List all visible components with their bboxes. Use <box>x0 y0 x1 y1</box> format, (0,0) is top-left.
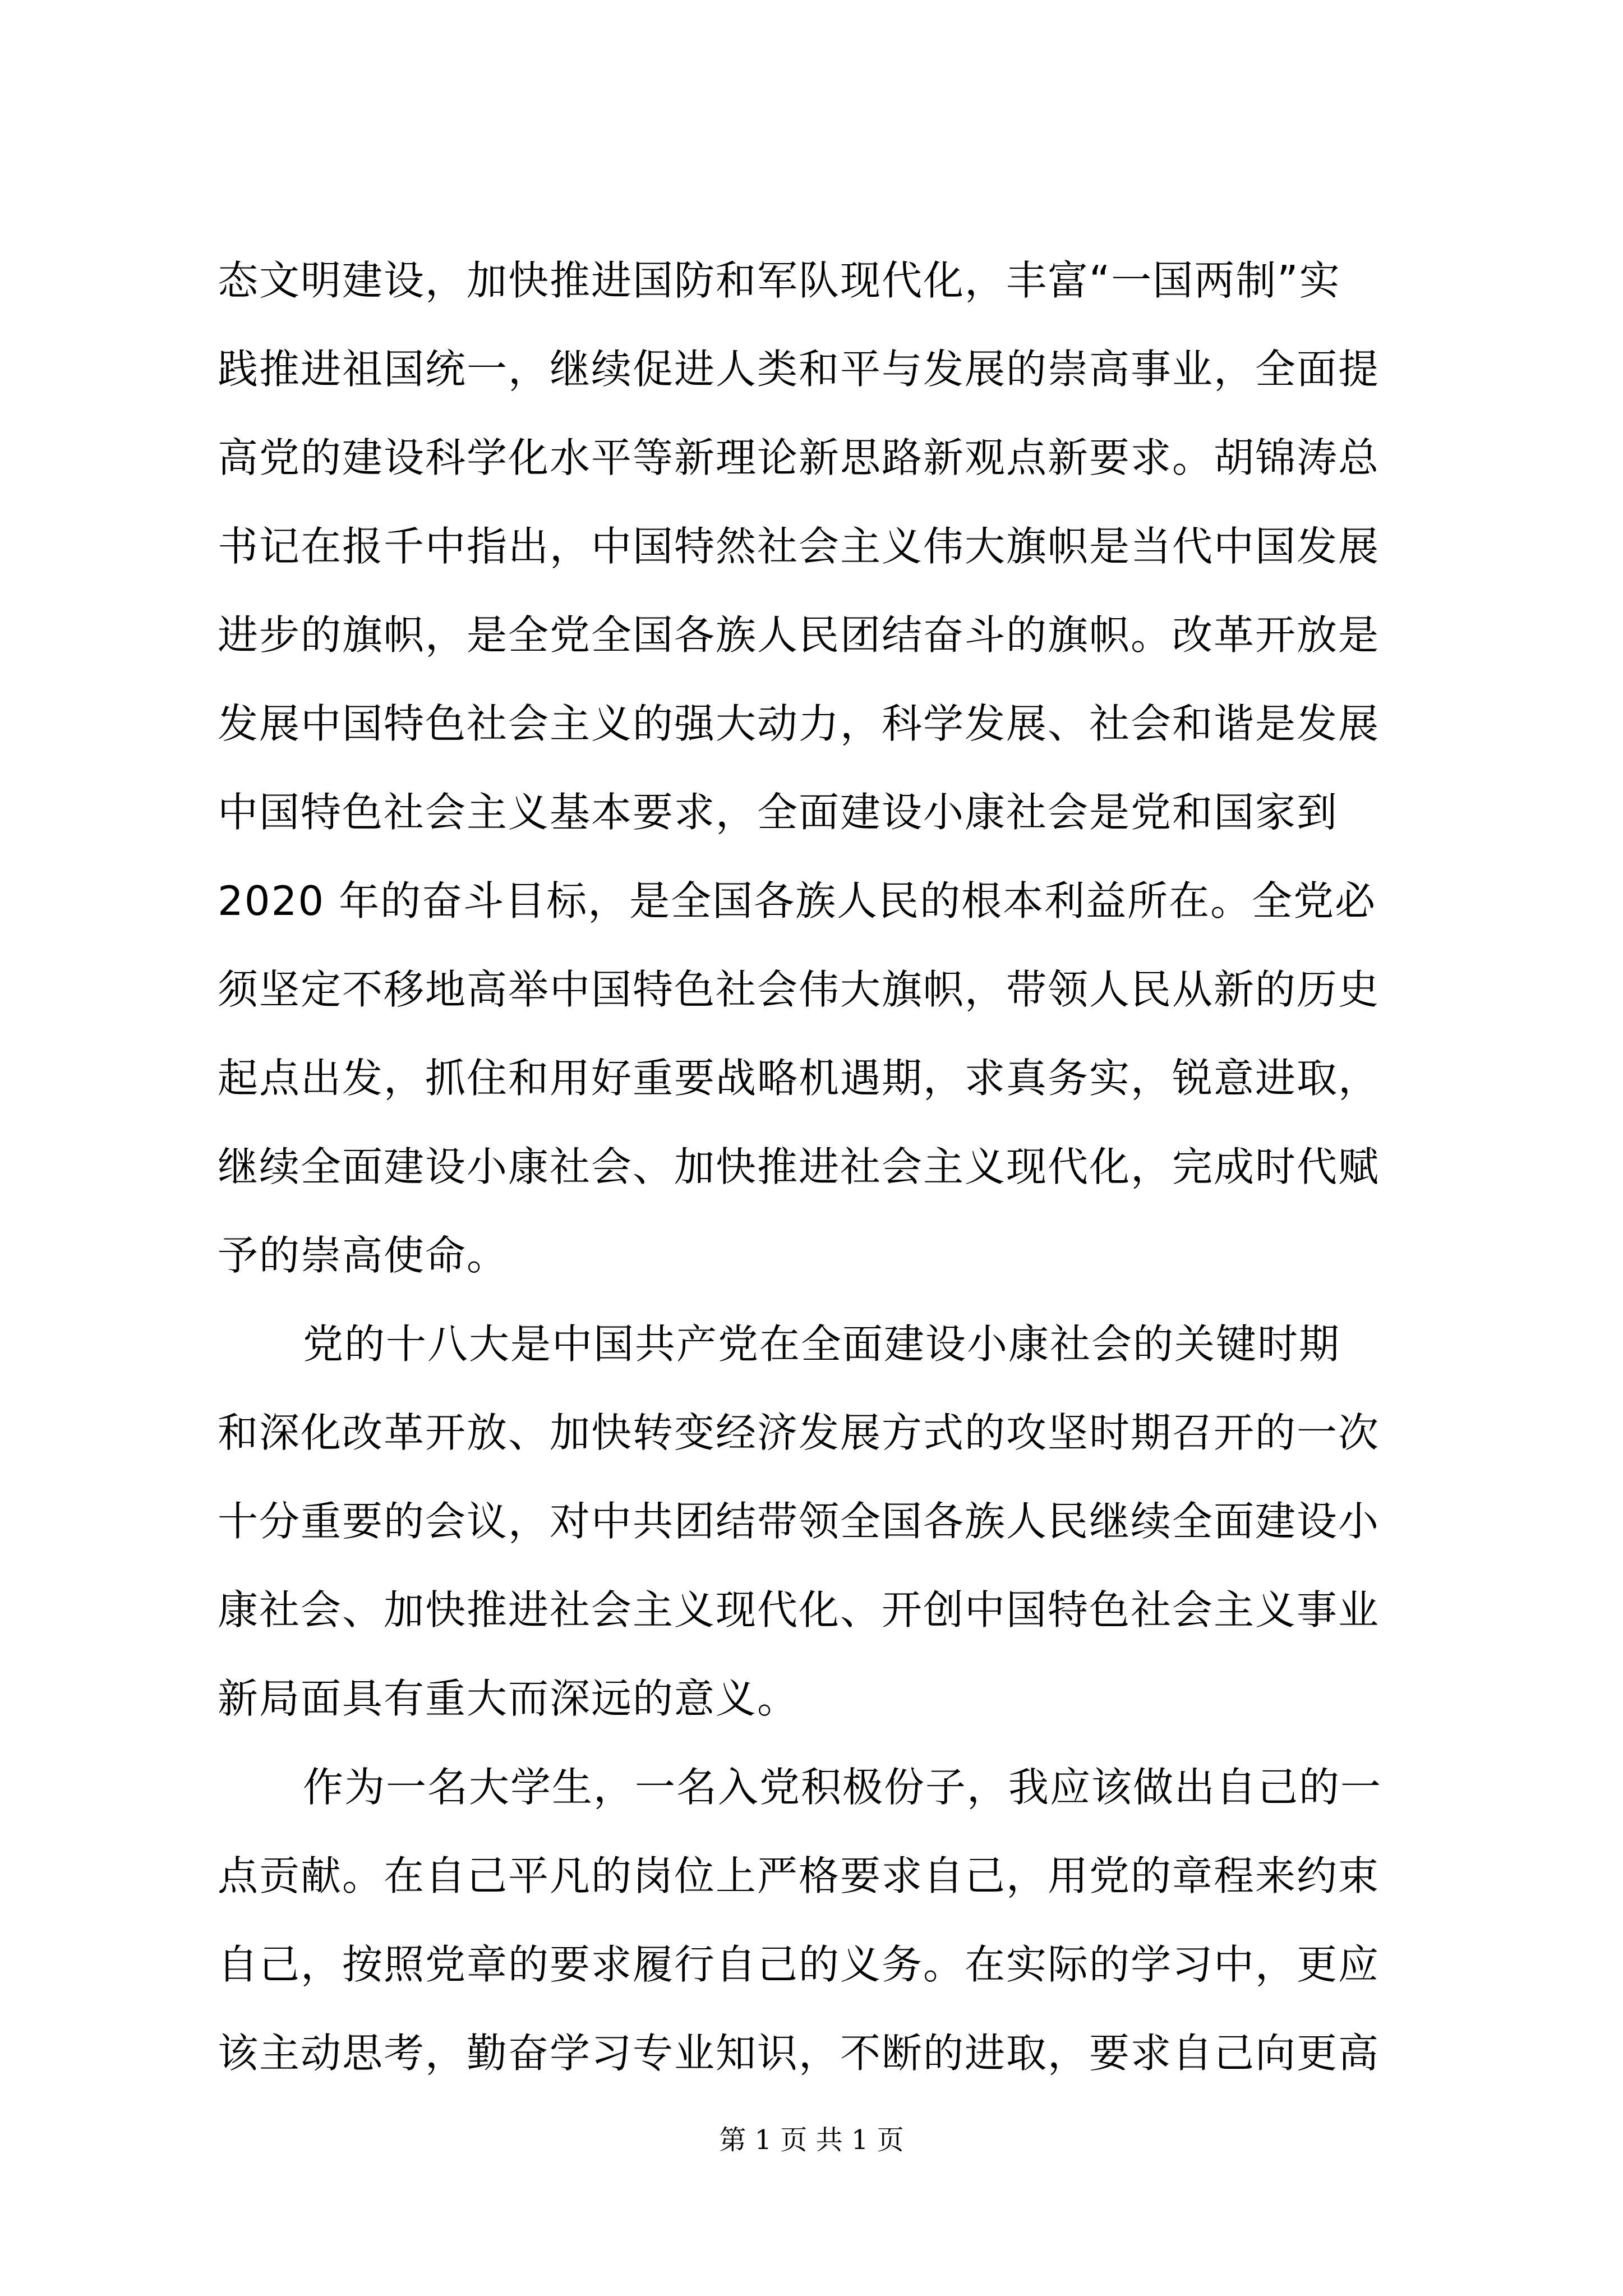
paragraph-2-line-4: 康社会、加快推进社会主义现代化、开创中国特色社会主义事业 <box>218 1586 1380 1634</box>
paragraph-2-line-1: 党的十八大是中国共产党在全面建设小康社会的关键时期 <box>303 1320 1341 1368</box>
paragraph-1-line-7: 中国特色社会主义基本要求，全面建设小康社会是党和国家到 <box>218 789 1339 836</box>
paragraph-1-line-4: 书记在报千中指出，中国特然社会主义伟大旗帜是当代中国发展 <box>218 523 1380 570</box>
paragraph-2-line-5: 新局面具有重大而深远的意义。 <box>218 1675 799 1722</box>
paragraph-1-line-9: 须坚定不移地高举中国特色社会伟大旗帜，带领人民从新的历史 <box>218 966 1380 1013</box>
page-number-footer: 第 1 页 共 1 页 <box>719 2124 904 2156</box>
paragraph-1-line-2: 践推进祖国统一，继续促进人类和平与发展的崇高事业，全面提 <box>218 346 1380 393</box>
paragraph-3-line-3: 自己，按照党章的要求履行自己的义务。在实际的学习中，更应 <box>218 1941 1380 1988</box>
paragraph-1-line-10: 起点出发，抓住和用好重要战略机遇期，求真务实，锐意进取， <box>218 1055 1380 1102</box>
paragraph-3-line-1: 作为一名大学生，一名入党积极份子，我应该做出自己的一 <box>303 1764 1382 1811</box>
paragraph-1-line-5: 进步的旗帜，是全党全国各族人民团结奋斗的旗帜。改革开放是 <box>218 611 1380 659</box>
paragraph-1-line-3: 高党的建设科学化水平等新理论新思路新观点新要求。胡锦涛总 <box>218 434 1380 481</box>
paragraph-1-line-8: 2020 年的奋斗目标，是全国各族人民的根本利益所在。全党必 <box>218 877 1377 924</box>
paragraph-2-line-3: 十分重要的会议，对中共团结带领全国各族人民继续全面建设小 <box>218 1498 1380 1545</box>
paragraph-1-line-11: 继续全面建设小康社会、加快推进社会主义现代化，完成时代赋 <box>218 1143 1380 1190</box>
paragraph-1-line-12: 予的崇高使命。 <box>218 1232 509 1279</box>
paragraph-3-line-4: 该主动思考，勤奋学习专业知识，不断的进取，要求自己向更高 <box>218 2030 1380 2077</box>
paragraph-3-line-2: 点贡献。在自己平凡的岗位上严格要求自己，用党的章程来约束 <box>218 1852 1380 1899</box>
paragraph-2-line-2: 和深化改革开放、加快转变经济发展方式的攻坚时期召开的一次 <box>218 1409 1380 1456</box>
paragraph-1-line-6: 发展中国特色社会主义的强大动力，科学发展、社会和谐是发展 <box>218 700 1380 747</box>
paragraph-1-line-1: 态文明建设，加快推进国防和军队现代化，丰富“一国两制”实 <box>218 257 1341 304</box>
